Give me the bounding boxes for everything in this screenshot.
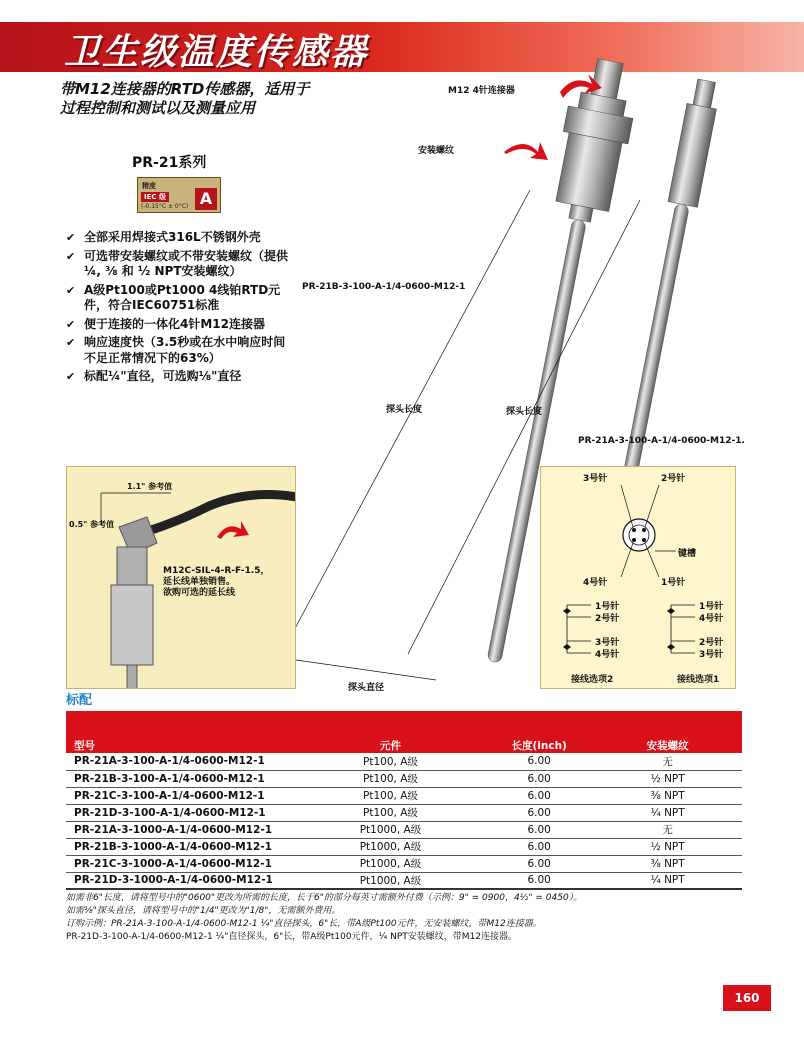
- badge-range: (-0.15°C ± 0°C): [141, 203, 189, 210]
- table-row: PR-21D-3-100-A-1/4-0600-M12-1 Pt100, A级 6.00 ¼ NPT: [66, 804, 742, 821]
- table-section-title: 标配: [66, 693, 93, 708]
- feature-item: ✔ 便于连接的一体化4针M12连接器: [66, 316, 265, 331]
- opt2-pin-2: 2号针: [595, 614, 620, 624]
- opt1-pin-2: 4号针: [699, 614, 724, 624]
- col-model: 型号: [66, 737, 296, 753]
- opt2-pin-1: 1号针: [595, 602, 620, 612]
- table-notes: [66, 892, 746, 944]
- feature-item: ✔ 响应速度快（3.5秒或在水中响应时间不足正常情况下的63%）: [66, 335, 286, 365]
- table-header-row: [66, 737, 742, 753]
- pin1-label: 1号针: [661, 578, 686, 588]
- badge-class: IEC 级: [141, 192, 169, 202]
- cable-note-3: 欲购可选的延长线: [163, 588, 236, 598]
- pin2-label: 2号针: [661, 474, 686, 484]
- diameter-line: [296, 660, 436, 680]
- note-1: 如需非6"长度，请将型号中的"0600"更改为所需的长度，长于6"的部分每英寸需额外付费（示例：9" = 0900，4½" = 0450）。: [66, 893, 583, 903]
- badge-grade: A: [195, 188, 217, 210]
- opt2-pin-3: 3号针: [595, 638, 620, 648]
- check-icon: ✔: [66, 370, 76, 383]
- cable-note-2: 延长线单独销售。: [163, 577, 236, 587]
- table-row: PR-21A-3-100-A-1/4-0600-M12-1 Pt100, A级 6.00 无: [66, 753, 742, 770]
- badge-label: 精度: [142, 182, 156, 190]
- thread-callout: 安装螺纹: [418, 146, 455, 156]
- opt1-pin-3: 2号针: [699, 638, 724, 648]
- table-row: PR-21B-3-100-A-1/4-0600-M12-1 Pt100, A级 6.00 ½ NPT: [66, 770, 742, 787]
- opt2-label: 接线选项2: [571, 675, 614, 685]
- cable-note-1: M12C-SIL-4-R-F-1.5，: [163, 566, 270, 576]
- table-row: PR-21A-3-1000-A-1/4-0600-M12-1 Pt1000, A级 6.00 无: [66, 821, 742, 838]
- dim-width-label: 1.1" 参考值: [127, 482, 173, 491]
- subtitle-line-2: 过程控制和测试以及测量应用: [60, 99, 256, 117]
- feature-item: ✔ A级Pt100或Pt1000 4线铂RTD元件，符合IEC60751标准: [66, 282, 281, 312]
- page-title: 卫生级温度传感器: [64, 32, 369, 73]
- probe-length-callout-2: 探头长度: [506, 407, 543, 417]
- cable-diagram: [66, 466, 296, 689]
- model-table: [66, 737, 742, 890]
- col-length: 长度(inch): [485, 737, 593, 753]
- note-3: 订购示例：PR-21A-3-100-A-1/4-0600-M12-1 ¼"直径探头，6"长，带A级Pt100元件，无安装螺纹，带M12连接器。: [66, 919, 542, 929]
- feature-item: ✔ 可选带安装螺纹或不带安装螺纹（提供¼, ⅜ 和 ½ NPT安装螺纹）: [66, 248, 289, 278]
- subtitle-line-1: 带M12连接器的RTD传感器，适用于: [60, 80, 310, 98]
- feature-item: ✔ 全部采用焊接式316L不锈钢外壳: [66, 230, 261, 244]
- pin3-label: 3号针: [583, 474, 608, 484]
- table-row: PR-21B-3-1000-A-1/4-0600-M12-1 Pt1000, A级 6.00 ½ NPT: [66, 838, 742, 855]
- opt1-pin-4: 3号针: [699, 650, 724, 660]
- note-4: PR-21D-3-100-A-1/4-0600-M12-1 ¼"直径探头，6"长，带A级Pt100元件，¼ NPT安装螺纹，带M12连接器。: [66, 932, 518, 942]
- opt2-pin-4: 4号针: [595, 650, 620, 660]
- table-row: PR-21C-3-100-A-1/4-0600-M12-1 Pt100, A级 6.00 ⅜ NPT: [66, 787, 742, 804]
- probe-diameter-callout: 探头直径: [348, 683, 385, 693]
- probe-length-callout-1: 探头长度: [386, 405, 423, 415]
- feature-item: ✔ 标配¼"直径，可选购⅛"直径: [66, 369, 242, 383]
- page-number: 160: [723, 985, 771, 1011]
- pin-diagram: [540, 466, 736, 689]
- model-a-callout: PR-21A-3-100-A-1/4-0600-M12-1.: [578, 436, 745, 446]
- opt1-pin-1: 1号针: [699, 602, 724, 612]
- col-element: 元件: [296, 737, 485, 753]
- dim-height-label: 0.5" 参考值: [69, 520, 115, 529]
- model-b-callout: PR-21B-3-100-A-1/4-0600-M12-1: [302, 282, 466, 292]
- pin4-label: 4号针: [583, 578, 608, 588]
- check-icon: ✔: [66, 336, 76, 349]
- key-label: 键槽: [678, 549, 697, 559]
- check-icon: ✔: [66, 249, 76, 263]
- check-icon: ✔: [66, 231, 76, 244]
- connector-callout: M12 4针连接器: [448, 86, 515, 96]
- thread-arrow-icon: [504, 142, 548, 160]
- table-header-band: [66, 711, 742, 737]
- note-2: 如需⅛"探头直径，请将型号中的"1/4"更改为"1/8"，无需额外费用。: [66, 906, 341, 916]
- col-thread: 安装螺纹: [593, 737, 742, 753]
- check-icon: ✔: [66, 283, 76, 297]
- check-icon: ✔: [66, 317, 76, 331]
- table-row: PR-21C-3-1000-A-1/4-0600-M12-1 Pt1000, A级 6.00 ⅜ NPT: [66, 855, 742, 872]
- series-name: PR-21系列: [132, 155, 207, 171]
- opt1-label: 接线选项1: [677, 675, 720, 685]
- table-row: PR-21D-3-1000-A-1/4-0600-M12-1 Pt1000, A级 6.00 ¼ NPT: [66, 872, 742, 889]
